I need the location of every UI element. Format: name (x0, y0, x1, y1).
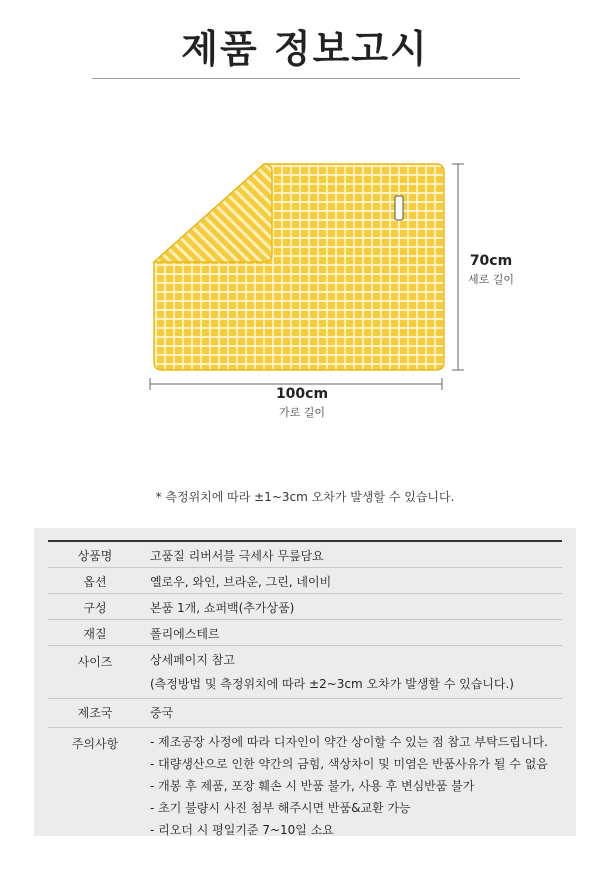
blanket-folded-corner (154, 164, 272, 262)
width-label-group (232, 386, 372, 420)
caution-item: - 대량생산으로 인한 약간의 금힘, 색상차이 및 미염은 반품사유가 될 수 없음 (150, 753, 562, 775)
width-value: 100cm (275, 386, 329, 402)
spec-label: 구성 (83, 601, 107, 615)
height-value: 70cm (469, 253, 513, 269)
spec-row-options (48, 568, 562, 594)
caution-item: - 초기 불량시 사진 첨부 해주시면 반품&교환 가능 (150, 797, 562, 819)
spec-row-size (48, 646, 562, 699)
caution-list (150, 731, 562, 841)
spec-table (48, 540, 562, 848)
spec-label: 상품명 (77, 549, 113, 563)
caution-item: - 리오더 시 평일기준 7~10일 소요 (150, 819, 562, 841)
height-label-group (456, 253, 526, 287)
width-caption: 가로 길이 (278, 406, 325, 419)
spec-label: 제조국 (77, 706, 113, 720)
spec-value: 상세페이지 참고 (150, 653, 235, 667)
measurement-footnote: * 측정위치에 따라 ±1~3cm 오차가 발생할 수 있습니다. (155, 490, 455, 504)
caution-item: - 제조공장 사정에 따라 디자인이 약간 상이할 수 있는 점 참고 부탁드립니다. (150, 731, 562, 753)
spec-value: 중국 (150, 706, 174, 720)
spec-row-origin (48, 699, 562, 728)
spec-label: 사이즈 (77, 655, 113, 669)
spec-row-material (48, 620, 562, 646)
spec-label: 옵션 (83, 575, 107, 589)
spec-row-cautions (48, 728, 562, 848)
height-caption: 세로 길이 (467, 273, 514, 286)
spec-value-note: (측정방법 및 측정위치에 따라 ±2~3cm 오차가 발생할 수 있습니다.) (150, 677, 514, 691)
spec-label: 재질 (83, 627, 107, 641)
spec-value: 폴리에스테르 (150, 627, 220, 641)
caution-item: - 개봉 후 제품, 포장 훼손 시 반품 불가, 사용 후 변심반품 불가 (150, 775, 562, 797)
spec-value: 본품 1개, 쇼퍼백(추가상품) (150, 601, 295, 615)
spec-value: 고품질 리버서블 극세사 무릎담요 (150, 549, 324, 563)
blanket-tag (395, 196, 403, 220)
page-title: 제품 정보고시 (181, 27, 429, 71)
spec-row-name (48, 542, 562, 568)
title-divider (92, 78, 520, 79)
spec-label: 주의사항 (71, 737, 119, 751)
blanket-body (154, 164, 444, 370)
spec-row-components (48, 594, 562, 620)
spec-value: 옐로우, 와인, 브라운, 그린, 네이비 (150, 575, 332, 589)
